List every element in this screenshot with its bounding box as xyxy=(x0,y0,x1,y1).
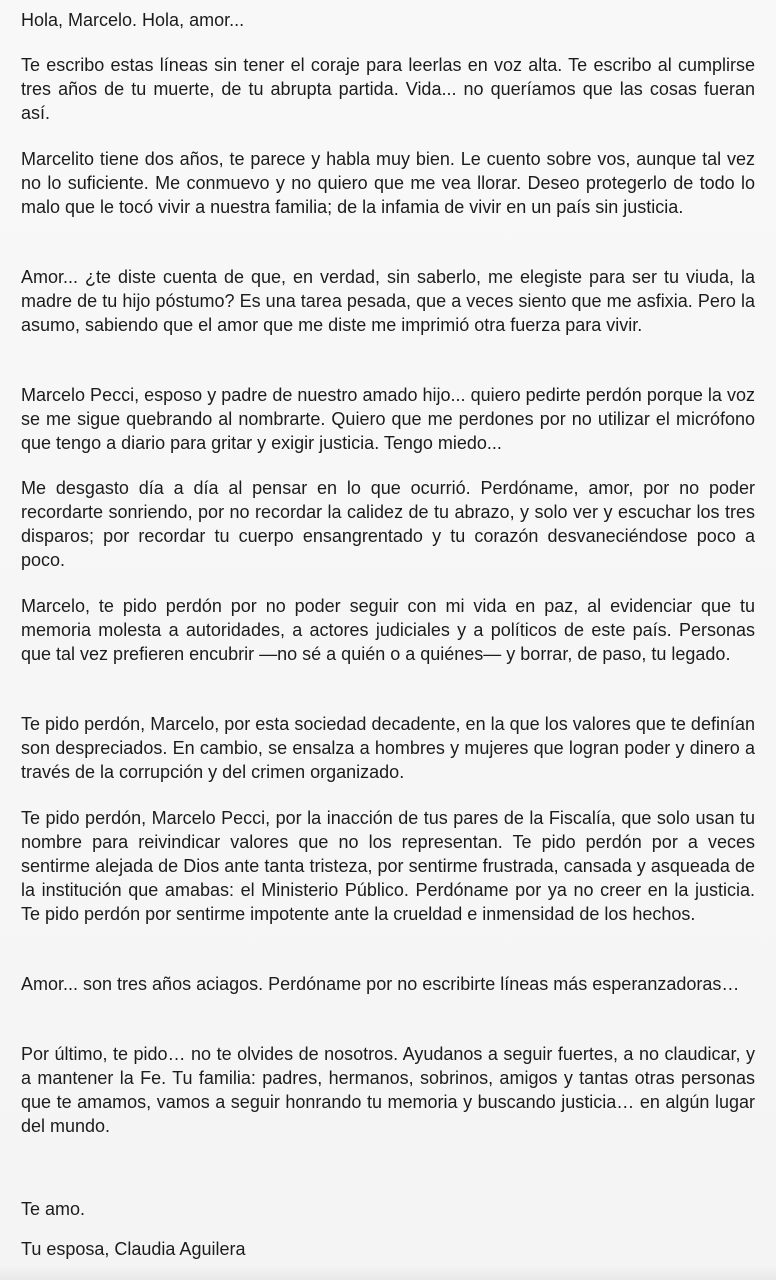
letter-paragraph-3: Amor... ¿te diste cuenta de que, en verdad, sin saberlo, me elegiste para ser tu viuda, la madre de tu hijo póstumo? Es una tarea pesada, que a veces siento que me asfixia. Pero la asumo, sabiendo que el amor que me diste me imprimió otra fuerza para vivir. xyxy=(21,267,755,335)
letter-paragraph-6: Marcelo, te pido perdón por no poder seguir con mi vida en paz, al evidenciar que tu memoria molesta a autoridades, a actores judiciales y a políticos de este país. Personas que tal vez prefieren encubrir —no sé a quién o a quiénes— y borrar, de paso, tu legado. xyxy=(21,596,755,664)
letter-paragraph-9: Amor... son tres años aciagos. Perdóname por no escribirte líneas más esperanzadoras… xyxy=(21,974,740,994)
letter-signature: Tu esposa, Claudia Aguilera xyxy=(21,1239,246,1259)
letter-paragraph-2: Marcelito tiene dos años, te parece y habla muy bien. Le cuento sobre vos, aunque tal vez no lo suficiente. Me conmuevo y no quiero que me vea llorar. Deseo protegerlo de todo lo malo que le tocó vivir a nuestra familia; de la infamia de vivir en un país sin justicia. xyxy=(21,149,755,217)
letter-paragraph-4: Marcelo Pecci, esposo y padre de nuestro amado hijo... quiero pedirte perdón porque la voz se me sigue quebrando al nombrarte. Quiero que me perdones por no utilizar el micrófono que tengo a diario para gritar y exigir justicia. Tengo miedo... xyxy=(21,385,755,453)
letter-paragraph-1: Te escribo estas líneas sin tener el coraje para leerlas en voz alta. Te escribo al cumplirse tres años de tu muerte, de tu abrupta partida. Vida... no queríamos que las cosas fueran así. xyxy=(21,55,755,123)
letter-greeting: Hola, Marcelo. Hola, amor... xyxy=(21,10,245,30)
page-bottom-shadow xyxy=(0,1266,776,1280)
letter-paragraph-10: Por último, te pido… no te olvides de nosotros. Ayudanos a seguir fuertes, a no claudicar, y a mantener la Fe. Tu familia: padres, hermanos, sobrinos, amigos y tantas otras personas que te amamos, vamos a seguir honrando tu memoria y buscando justicia… en algún lugar del mundo. xyxy=(21,1044,755,1136)
letter-paragraph-7: Te pido perdón, Marcelo, por esta sociedad decadente, en la que los valores que te definían son despreciados. En cambio, se ensalza a hombres y mujeres que logran poder y dinero a través de la corrupción y del crimen organizado. xyxy=(21,714,755,782)
letter-closing-line: Te amo. xyxy=(21,1199,86,1219)
letter-paragraph-8: Te pido perdón, Marcelo Pecci, por la inacción de tus pares de la Fiscalía, que solo usan tu nombre para reivindicar valores que no los representan. Te pido perdón por a veces sentirme alejada de Dios ante tanta tristeza, por sentirme frustrada, cansada y asqueada de la institución que amabas: el Ministerio Público. Perdóname por ya no creer en la justicia. Te pido perdón por sentirme impotente ante la crueldad e inmensidad de los hechos. xyxy=(21,808,755,924)
letter-paragraph-5: Me desgasto día a día al pensar en lo que ocurrió. Perdóname, amor, por no poder recordarte sonriendo, por no recordar la calidez de tu abrazo, y solo ver y escuchar los tres disparos; por recordar tu cuerpo ensangrentado y tu corazón desvaneciéndose poco a poco. xyxy=(21,478,755,570)
